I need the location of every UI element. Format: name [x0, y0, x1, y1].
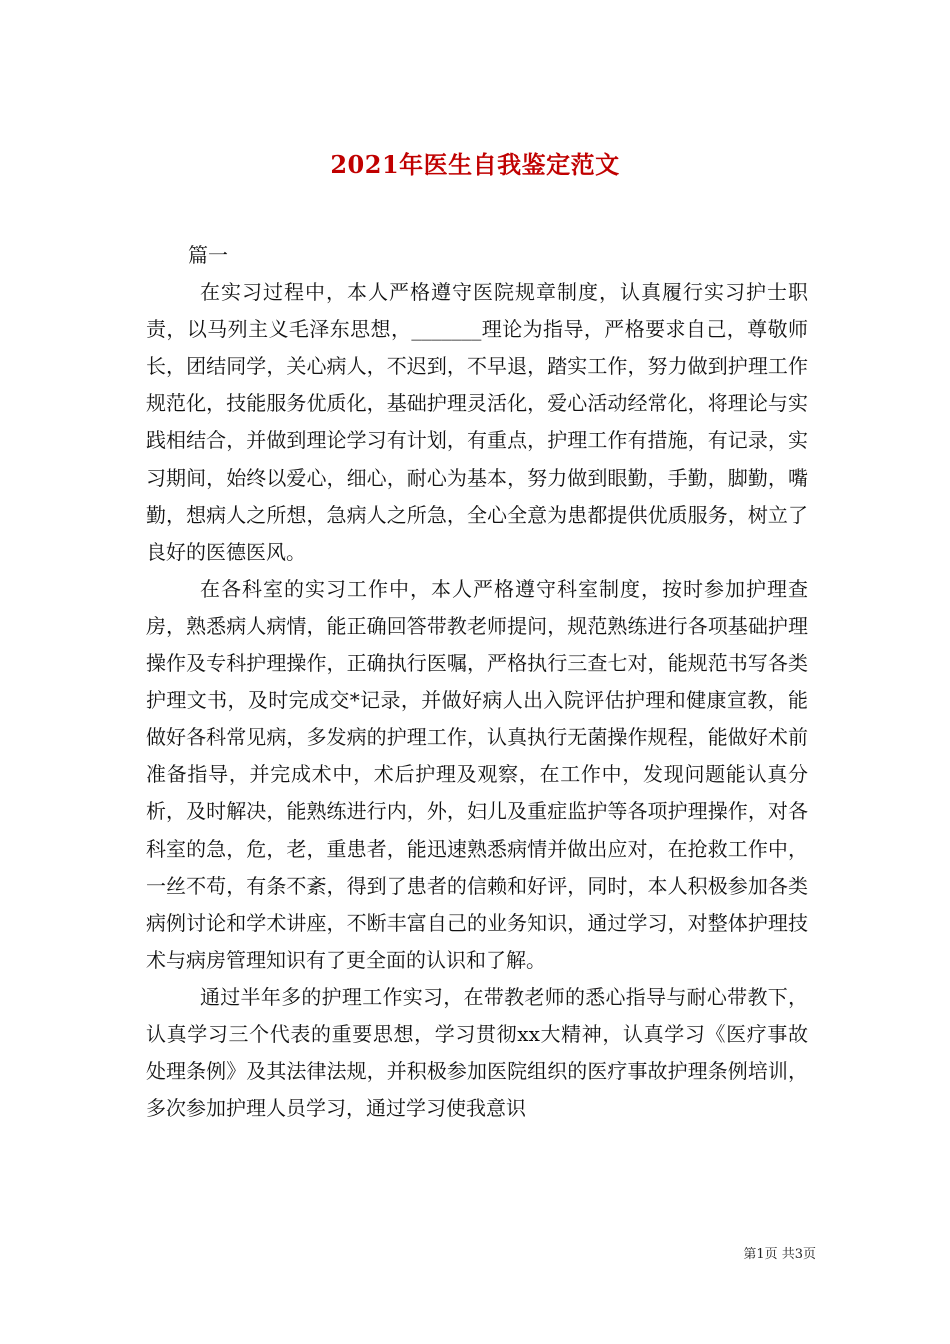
paragraph-3: 通过半年多的护理工作实习，在带教老师的悉心指导与耐心带教下，认真学习三个代表的重要思想，学习贯彻xx大精神，认真学习《医疗事故处理条例》及其法律法规，并积极参加医院组织的医疗事故护理条例培训，多次参加护理人员学习，通过学习使我意识: [146, 984, 808, 1121]
paragraph-2: 在各科室的实习工作中，本人严格遵守科室制度，按时参加护理查房，熟悉病人病情，能正确回答带教老师提问，规范熟练进行各项基础护理操作及专科护理操作，正确执行医嘱，严格执行三查七对，能规范书写各类护理文书，及时完成交*记录，并做好病人出入院评估护理和健康宣教，能做好各科常见病，多发病的护理工作，认真执行无菌操作规程，能做好术前准备指导，并完成术中，术后护理及观察，在工作中，发现问题能认真分析，及时解决，能熟练进行内，外，妇儿及重症监护等各项护理操作，对各科室的急，危，老，重患者，能迅速熟悉病情并做出应对，在抢救工作中，一丝不苟，有条不紊，得到了患者的信赖和好评，同时，本人积极参加各类病例讨论和学术讲座，不断丰富自己的业务知识，通过学习，对整体护理技术与病房管理知识有了更全面的认识和了解。: [146, 576, 808, 972]
document-title: 2021年医生自我鉴定范文: [330, 150, 620, 180]
page-number-footer: 第1页 共3页: [743, 1247, 816, 1262]
document-body: [146, 237, 808, 1127]
paragraph-1: 在实习过程中，本人严格遵守医院规章制度，认真履行实习护士职责，以马列主义毛泽东思想，_______理论为指导，严格要求自己，尊敬师长，团结同学，关心病人，不迟到，不早退，踏实工作，努力做到护理工作规范化，技能服务优质化，基础护理灵活化，爱心活动经常化，将理论与实践相结合，并做到理论学习有计划，有重点，护理工作有措施，有记录，实习期间，始终以爱心，细心，耐心为基本，努力做到眼勤，手勤，脚勤，嘴勤，想病人之所想，急病人之所急，全心全意为患都提供优质服务，树立了良好的医德医风。: [146, 280, 808, 564]
section-heading: 篇一: [188, 243, 228, 267]
